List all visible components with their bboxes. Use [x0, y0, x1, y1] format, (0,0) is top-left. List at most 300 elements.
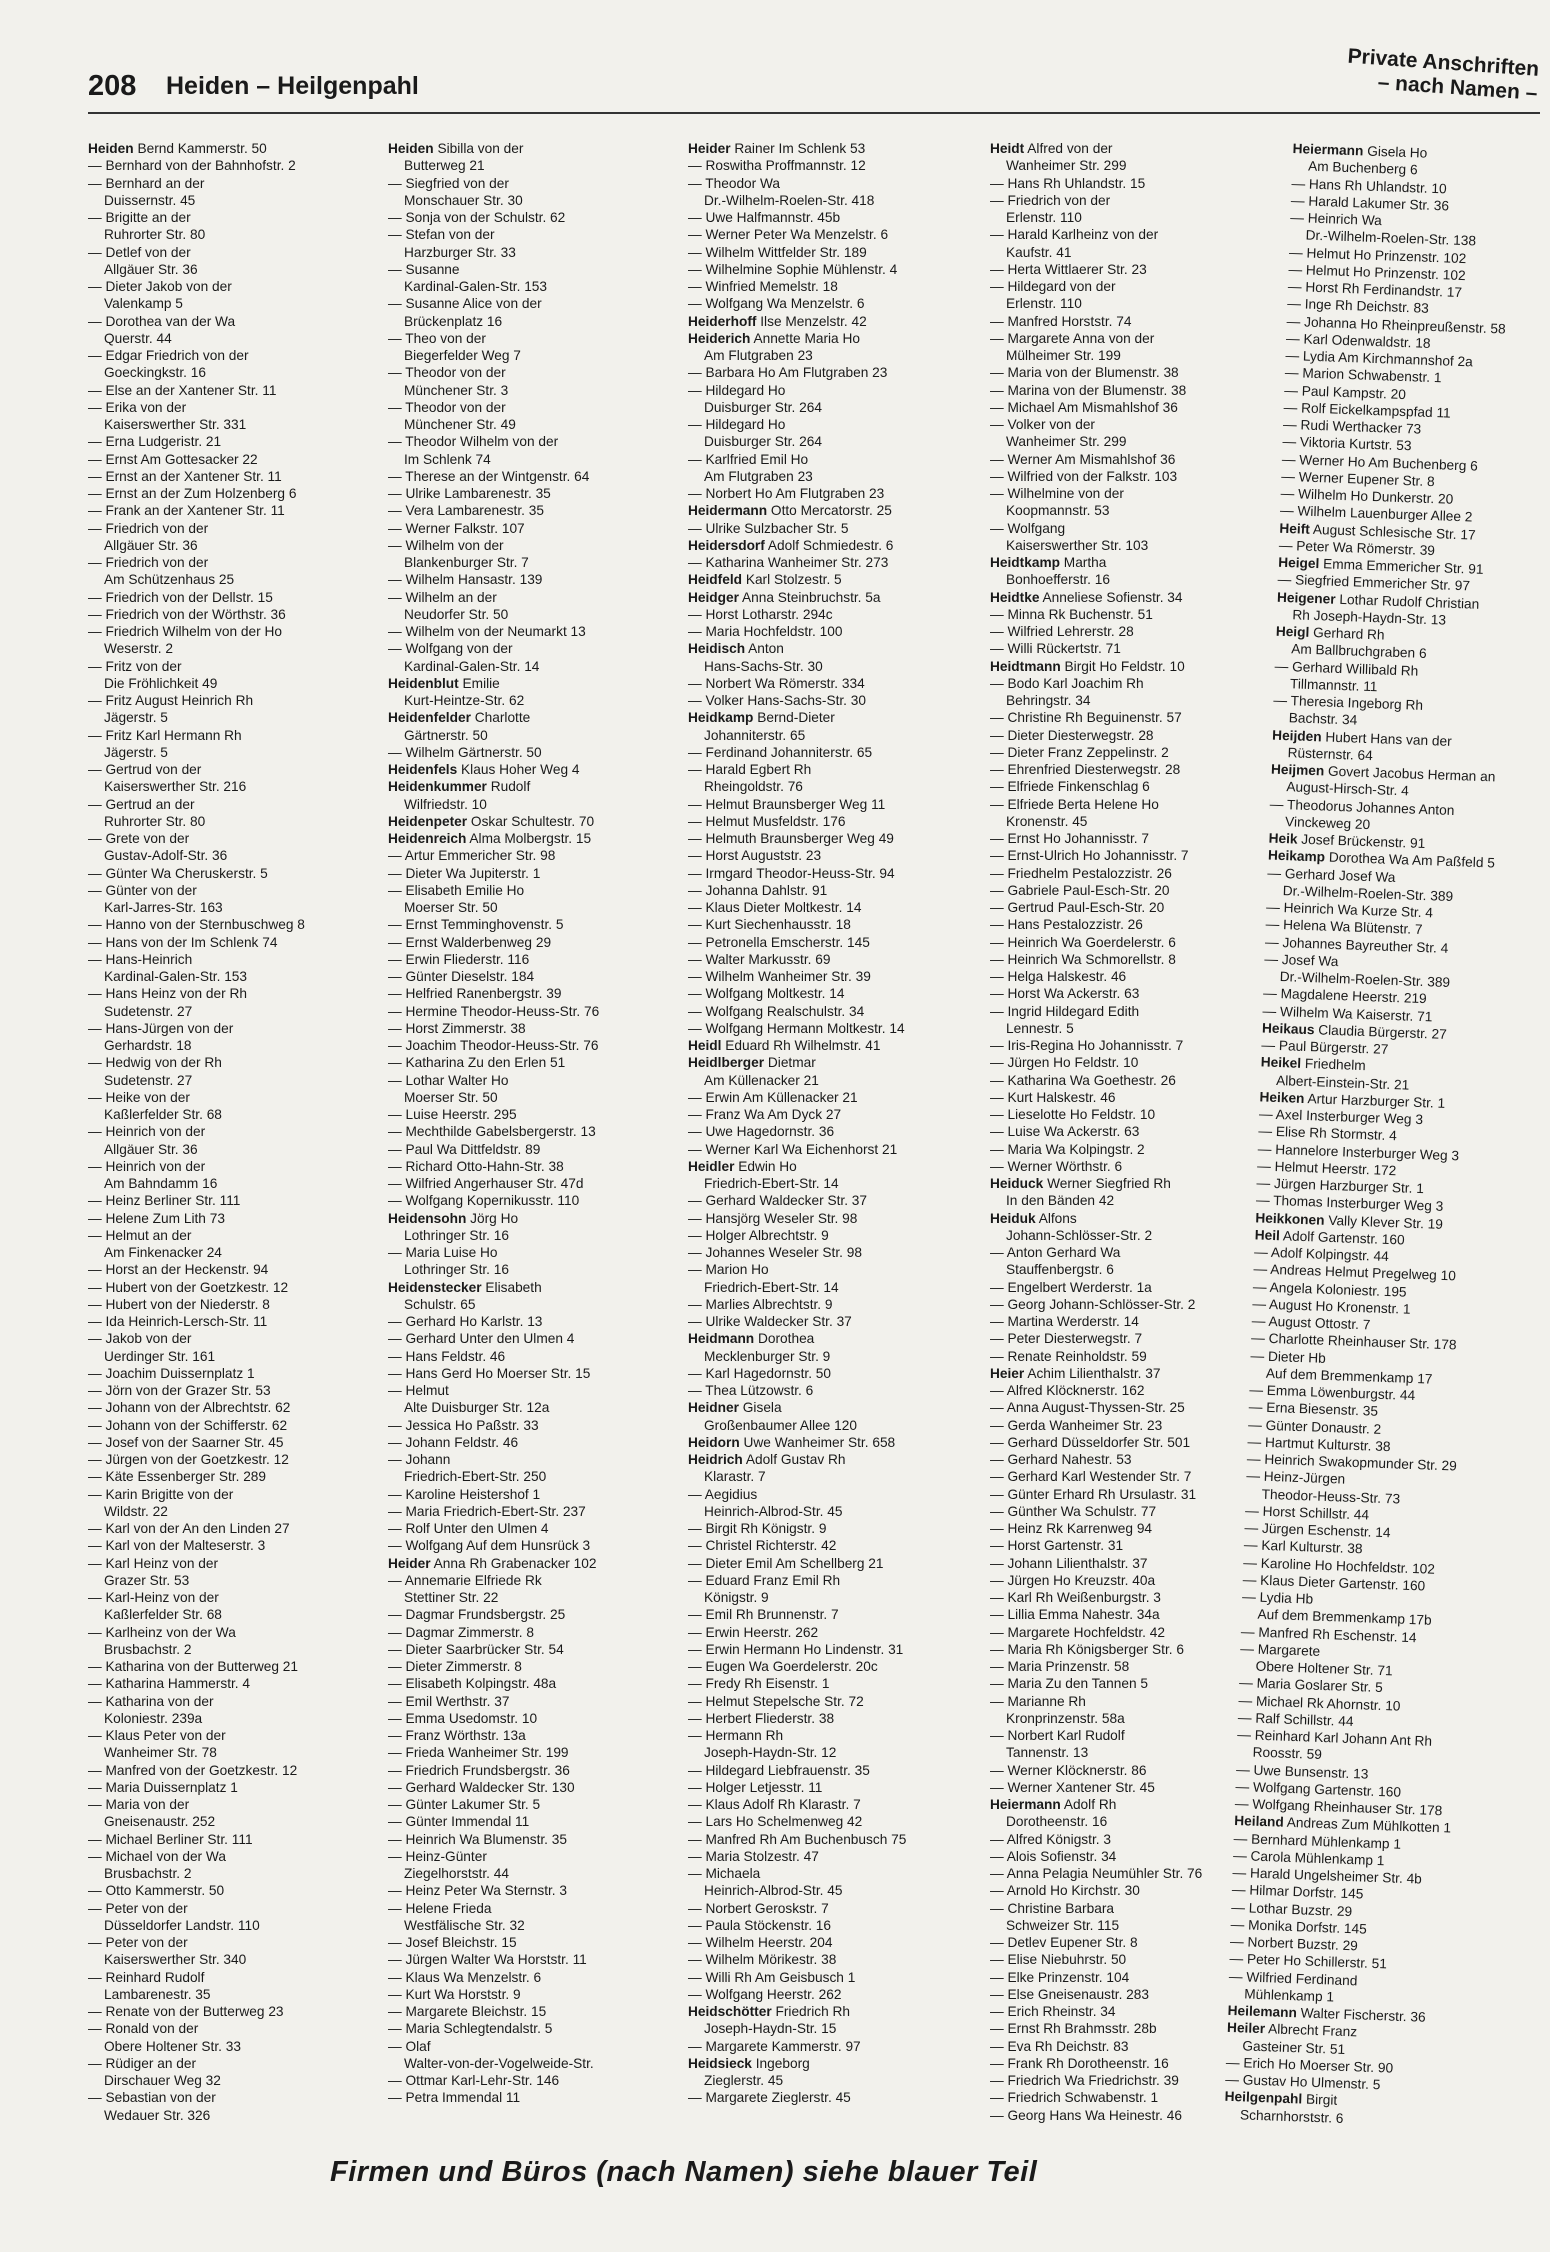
- entry-surname: Heijmen: [1270, 761, 1325, 779]
- entry-text: — Friedrich von der: [990, 192, 1111, 208]
- directory-entry: [88, 399, 380, 434]
- entry-text: — Hildegard Ho: [688, 417, 786, 432]
- entry-text: — Peter Ho Schillerstr. 51: [1229, 1951, 1388, 1972]
- entry-address-continuation: Dr.-Wilhelm-Roelen-Str. 389: [1279, 969, 1451, 990]
- entry-address-continuation: Wilfriedstr. 10: [404, 796, 487, 812]
- entry-text: — Peter Diesterwegstr. 7: [990, 1331, 1143, 1347]
- entry-text: — Luise Wa Ackerstr. 63: [990, 1124, 1140, 1140]
- entry-text: — Ingrid Hildegard Edith: [990, 1003, 1140, 1019]
- directory-entry: [88, 433, 380, 450]
- directory-entry: [88, 1762, 380, 1779]
- entry-text: — Paul Wa Dittfeldstr. 89: [388, 1141, 541, 1157]
- entry-text: — Werner Falkstr. 107: [388, 520, 525, 536]
- entry-surname: Heiermann: [990, 1797, 1061, 1812]
- directory-entry: [388, 537, 680, 572]
- entry-surname: Heidsieck: [688, 2055, 752, 2071]
- entry-address-continuation: Kaiserswerther Str. 103: [1006, 537, 1149, 553]
- entry-text: — Emil Werthstr. 37: [388, 1693, 510, 1709]
- entry-text: — Hilmar Dorfstr. 145: [1231, 1882, 1364, 1902]
- entry-surname: Heiduk: [990, 1210, 1036, 1226]
- entry-text: — Jürgen Ho Kreuzstr. 40a: [990, 1572, 1156, 1588]
- entry-text: — Hans-Jürgen von der: [88, 1020, 234, 1036]
- entry-address-continuation: Behringstr. 34: [1006, 693, 1091, 708]
- entry-surname: Heidenreich: [388, 831, 467, 846]
- entry-text: — Heinrich Swakopmunder Str. 29: [1246, 1451, 1458, 1474]
- entry-text: — Wolfgang von der: [388, 641, 513, 657]
- directory-entry: [388, 1106, 680, 1123]
- entry-surname: Heidtkamp: [990, 555, 1060, 570]
- directory-entry: [688, 899, 980, 916]
- entry-text: — Katharina Wa Goethestr. 26: [990, 1072, 1176, 1088]
- directory-entry: [388, 709, 680, 744]
- entry-surname: Heiduck: [990, 1176, 1044, 1191]
- entry-text: — Theodor Wa: [688, 175, 781, 191]
- directory-entry: [990, 1468, 1282, 1485]
- entry-text: — Gerhard Waldecker Str. 37: [688, 1193, 868, 1209]
- directory-entry: [990, 520, 1282, 555]
- entry-text: — Wolfgang Realschulstr. 34: [688, 1003, 865, 1019]
- entry-address-continuation: In den Bänden 42: [1006, 1193, 1115, 1209]
- directory-entry: [388, 761, 680, 778]
- entry-text: — Willi Rückertstr. 71: [990, 641, 1121, 657]
- entry-text: — Michael Rk Ahornstr. 10: [1238, 1692, 1401, 1714]
- entry-address-continuation: Vinckeweg 20: [1284, 813, 1371, 832]
- entry-text: Uwe Wanheimer Str. 658: [743, 1434, 896, 1450]
- entry-text: — Käte Essenberger Str. 289: [88, 1469, 267, 1485]
- directory-entry: [688, 1693, 980, 1710]
- directory-entry: [688, 502, 980, 519]
- directory-entry: [388, 675, 680, 710]
- entry-address-continuation: Dorotheenstr. 16: [1006, 1814, 1108, 1830]
- directory-entry: [688, 1572, 980, 1607]
- entry-text: — Annemarie Elfriede Rk: [388, 1572, 542, 1588]
- directory-entry: [88, 1417, 380, 1434]
- directory-entry: [990, 1520, 1282, 1537]
- entry-address-continuation: Gerhardstr. 18: [104, 1038, 192, 1053]
- entry-text: — Dieter Zimmerstr. 8: [388, 1659, 522, 1674]
- entry-text: — Norbert Karl Rudolf: [990, 1728, 1125, 1743]
- entry-address-continuation: Am Bahndamm 16: [104, 1176, 218, 1191]
- entry-text: — Karin Brigitte von der: [88, 1486, 234, 1502]
- directory-entry: [688, 1555, 980, 1572]
- entry-text: Friedhelm: [1304, 1056, 1366, 1074]
- entry-text: — Olaf: [388, 2038, 431, 2054]
- entry-text: Sibilla von der: [437, 141, 524, 156]
- entry-address-continuation: Jägerstr. 5: [104, 710, 168, 726]
- entry-text: — Karlheinz von der Wa: [88, 1624, 236, 1640]
- entry-address-continuation: Butterweg 21: [404, 158, 485, 174]
- entry-text: — Artur Emmericher Str. 98: [388, 848, 556, 864]
- directory-entry: [990, 709, 1282, 726]
- entry-text: — Siegfried Emmericher Str. 97: [1277, 571, 1471, 594]
- directory-entry: [388, 2038, 680, 2073]
- directory-entry: [88, 934, 380, 951]
- entry-text: — Klaus Wa Menzelstr. 6: [388, 1969, 542, 1985]
- entry-text: — Emma Löwenburgstr. 44: [1249, 1382, 1416, 1404]
- directory-entry: [388, 1175, 680, 1192]
- entry-text: — Jakob von der: [88, 1331, 192, 1347]
- entry-surname: Heigel: [1277, 554, 1320, 572]
- entry-text: — Paul Kampstr. 20: [1284, 382, 1407, 402]
- entry-surname: Heider: [688, 141, 731, 156]
- directory-entry: [1224, 2088, 1475, 2131]
- entry-text: — Sonja von der Schulstr. 62: [388, 210, 566, 225]
- directory-entry: [388, 140, 680, 175]
- entry-text: — Rüdiger an der: [88, 2055, 197, 2071]
- entry-text: — Wilhelm Mörikestr. 38: [688, 1952, 837, 1968]
- entry-text: — Wilhelm Wanheimer Str. 39: [688, 969, 871, 984]
- directory-entry: [688, 485, 980, 502]
- entry-text: Albrecht Franz: [1267, 2021, 1358, 2040]
- entry-surname: Heier: [990, 1365, 1025, 1381]
- entry-address-continuation: Karl-Jarres-Str. 163: [104, 900, 223, 915]
- directory-entry: [990, 968, 1282, 985]
- entry-text: — Hannelore Insterburger Weg 3: [1257, 1140, 1460, 1163]
- directory-entry: [88, 554, 380, 589]
- entry-text: Andreas Zum Mühlkotten 1: [1286, 1815, 1452, 1836]
- directory-entry: [88, 1796, 380, 1831]
- directory-entry: [388, 2089, 680, 2106]
- entry-surname: Heiler: [1226, 2020, 1266, 2037]
- entry-address-continuation: Scharnhorststr. 6: [1239, 2106, 1344, 2126]
- entry-surname: Heidorn: [688, 1434, 740, 1450]
- entry-text: — Susanne Alice von der: [388, 296, 542, 312]
- entry-text: — Hildegard von der: [990, 279, 1116, 294]
- entry-address-continuation: Duisburger Str. 264: [704, 434, 822, 450]
- entry-address-continuation: Joseph-Haydn-Str. 15: [704, 2021, 837, 2037]
- directory-entry: [88, 1831, 380, 1848]
- entry-surname: Heik: [1268, 830, 1298, 847]
- directory-entry: [688, 1244, 980, 1261]
- entry-text: — Birgit Rh Königstr. 9: [688, 1521, 827, 1536]
- entry-text: — Gerhard Waldecker Str. 130: [388, 1779, 575, 1795]
- directory-entry: [990, 1106, 1282, 1123]
- entry-text: — Wilhelmine Sophie Mühlenstr. 4: [688, 261, 898, 277]
- entry-text: — Elisabeth Emilie Ho: [388, 882, 525, 898]
- directory-entry: [388, 1951, 680, 1968]
- entry-text: — Karl von der An den Linden 27: [88, 1521, 290, 1536]
- entry-text: — Wolfgang Wa Menzelstr. 6: [688, 296, 865, 312]
- entry-text: — Werner Ho Am Buchenberg 6: [1281, 451, 1479, 474]
- entry-text: — Lydia Am Kirchmannshof 2a: [1285, 347, 1474, 370]
- entry-text: — Volker von der: [990, 417, 1095, 432]
- entry-text: — Luise Heerstr. 295: [388, 1107, 517, 1122]
- entry-text: Friedrich Rh: [775, 2004, 851, 2019]
- entry-text: — Manfred Rh Am Buchenbusch 75: [688, 1831, 907, 1847]
- directory-entry: [688, 244, 980, 261]
- directory-entry: [990, 1210, 1282, 1245]
- entry-text: — Jürgen Walter Wa Horststr. 11: [388, 1952, 587, 1968]
- entry-text: — Theodor von der: [388, 365, 506, 381]
- directory-entry: [88, 1313, 380, 1330]
- entry-address-continuation: Heinrich-Albrod-Str. 45: [704, 1503, 843, 1519]
- entry-text: — Paula Stöckenstr. 16: [688, 1917, 832, 1933]
- entry-address-continuation: Blankenburger Str. 7: [404, 555, 529, 570]
- directory-entry: [88, 1451, 380, 1468]
- entry-text: — Maria Hochfeldstr. 100: [688, 624, 843, 639]
- entry-text: Josef Brückenstr. 91: [1301, 831, 1426, 852]
- entry-surname: Heidisch: [688, 641, 746, 657]
- entry-text: — Gertrud von der: [88, 762, 202, 777]
- directory-entry: [388, 2020, 680, 2037]
- entry-text: — August Ho Kronenstr. 1: [1252, 1296, 1411, 1317]
- directory-entry: [388, 1020, 680, 1037]
- entry-text: — Klaus Peter von der: [88, 1728, 226, 1743]
- entry-text: — Johann von der Albrechtstr. 62: [88, 1400, 291, 1416]
- entry-text: — Horst Wa Ackerstr. 63: [990, 986, 1140, 1002]
- entry-surname: Heijden: [1271, 727, 1322, 744]
- directory-entry: [990, 399, 1282, 416]
- directory-column-2: [388, 140, 680, 2107]
- entry-text: — Heike von der: [88, 1089, 190, 1105]
- directory-entry: [88, 1468, 380, 1485]
- directory-entry: [990, 416, 1282, 451]
- entry-text: — Wilhelm Lauenburger Allee 2: [1279, 503, 1473, 525]
- entry-text: — Marianne Rh: [990, 1693, 1086, 1709]
- entry-text: — Wolfgang Kopernikusstr. 110: [388, 1193, 580, 1209]
- entry-text: — Frank an der Xantener Str. 11: [88, 503, 285, 519]
- entry-text: — Maria Duissernplatz 1: [88, 1779, 238, 1795]
- directory-entry: [388, 1727, 680, 1744]
- entry-text: — Gerhard Willibald Rh: [1274, 658, 1419, 679]
- entry-address-continuation: Am Ballbruchgraben 6: [1290, 641, 1427, 662]
- entry-text: — Karl Hagedornstr. 50: [688, 1365, 832, 1381]
- entry-address-continuation: Uerdinger Str. 161: [104, 1348, 216, 1364]
- entry-address-continuation: Allgäuer Str. 36: [104, 261, 198, 277]
- directory-entry: [688, 1986, 980, 2003]
- entry-text: — Hans Feldstr. 46: [388, 1348, 506, 1364]
- entry-address-continuation: Kaiserswerther Str. 216: [104, 779, 247, 795]
- directory-entry: [388, 520, 680, 537]
- entry-text: — Barbara Ho Am Flutgraben 23: [688, 365, 888, 381]
- entry-surname: Heiderich: [688, 330, 751, 346]
- entry-address-continuation: Mecklenburger Str. 9: [704, 1348, 831, 1364]
- directory-entry: [388, 295, 680, 330]
- directory-entry: [688, 1779, 980, 1796]
- directory-entry: [388, 1003, 680, 1020]
- page-number: 208: [88, 70, 137, 102]
- directory-entry: [388, 1675, 680, 1692]
- entry-text: — Dagmar Zimmerstr. 8: [388, 1624, 535, 1640]
- entry-text: — Minna Rk Buchenstr. 51: [990, 606, 1153, 622]
- directory-entry: [388, 1382, 680, 1417]
- directory-entry: [88, 1555, 380, 1590]
- directory-entry: [88, 1261, 380, 1278]
- directory-entry: [688, 2038, 980, 2055]
- entry-address-continuation: Jägerstr. 5: [104, 744, 168, 760]
- entry-text: — Christine Barbara: [990, 1900, 1114, 1916]
- entry-text: — Wilhelm von der: [388, 537, 504, 553]
- entry-text: — Harald Egbert Rh: [688, 762, 812, 777]
- entry-address-continuation: Schweizer Str. 115: [1006, 1917, 1120, 1933]
- entry-surname: Heidermann: [688, 503, 768, 519]
- entry-text: — Lydia Hb: [1241, 1589, 1314, 1607]
- entry-text: — Else an der Xantener Str. 11: [88, 382, 277, 398]
- entry-text: — Gertrud Paul-Esch-Str. 20: [990, 900, 1165, 915]
- entry-surname: Heidfeld: [688, 572, 742, 588]
- entry-address-continuation: Kaßlerfelder Str. 68: [104, 1607, 222, 1623]
- entry-address-continuation: Goeckingkstr. 16: [104, 365, 206, 381]
- entry-text: — Adolf Kolpingstr. 44: [1253, 1244, 1390, 1265]
- entry-text: — Holger Letjesstr. 11: [688, 1779, 823, 1795]
- entry-address-continuation: Albert-Einstein-Str. 21: [1275, 1072, 1410, 1093]
- entry-text: — Helmut Ho Prinzenstr. 102: [1288, 244, 1467, 266]
- entry-text: — Fritz August Heinrich Rh: [88, 693, 254, 708]
- directory-column-3: [688, 140, 980, 2107]
- entry-surname: Heiken: [1259, 1089, 1305, 1106]
- entry-text: Anna Steinbruchstr. 5a: [742, 589, 881, 605]
- entry-text: — Thomas Insterburger Weg 3: [1255, 1192, 1444, 1215]
- entry-text: — Alfred Königstr. 3: [990, 1831, 1111, 1847]
- entry-text: — Wilhelm von der Neumarkt 13: [388, 624, 586, 639]
- directory-entry: [688, 554, 980, 571]
- entry-text: — Horst Rh Ferdinandstr. 17: [1287, 278, 1463, 300]
- entry-text: — Günter Wa Cheruskerstr. 5: [88, 865, 268, 881]
- entry-text: — Hanno von der Sternbuschweg 8: [88, 917, 305, 933]
- entry-address-continuation: Koopmannstr. 53: [1006, 503, 1110, 519]
- entry-address-continuation: Brückenplatz 16: [404, 313, 503, 329]
- directory-entry: [88, 157, 380, 174]
- entry-text: — Ida Heinrich-Lersch-Str. 11: [88, 1314, 268, 1329]
- entry-surname: Heidschötter: [688, 2004, 772, 2019]
- entry-text: Klaus Hoher Weg 4: [461, 762, 580, 777]
- directory-entry: [88, 1227, 380, 1262]
- directory-entry: [990, 761, 1282, 778]
- entry-text: — Norbert Ho Am Flutgraben 23: [688, 486, 885, 501]
- directory-entry: [688, 847, 980, 864]
- directory-entry: [688, 1831, 980, 1848]
- directory-entry: [88, 1779, 380, 1796]
- directory-entry: [688, 1330, 980, 1365]
- directory-entry: [990, 1054, 1282, 1071]
- entry-text: — Ehrenfried Diesterwegstr. 28: [990, 762, 1181, 777]
- entry-text: — Michael Am Mismahlshof 36: [990, 399, 1178, 415]
- directory-entry: [88, 865, 380, 882]
- entry-text: — Dieter Jakob von der: [88, 279, 232, 294]
- entry-text: Gerhard Rh: [1312, 625, 1385, 643]
- entry-text: Dietmar: [767, 1055, 816, 1071]
- directory-entry: [688, 1089, 980, 1106]
- entry-text: — Josef von der Saarner Str. 45: [88, 1434, 284, 1450]
- entry-text: — Dieter Emil Am Schellberg 21: [688, 1555, 884, 1571]
- directory-entry: [388, 433, 680, 468]
- entry-text: — Hans Rh Uhlandstr. 10: [1291, 175, 1447, 196]
- entry-text: — Erwin Heerstr. 262: [688, 1624, 819, 1640]
- entry-text: — Kurt Siechenhausstr. 18: [688, 917, 851, 933]
- directory-entry: [388, 226, 680, 261]
- entry-text: — Emil Rh Brunnenstr. 7: [688, 1607, 839, 1623]
- directory-entry: [88, 1537, 380, 1554]
- directory-entry: [388, 1848, 680, 1883]
- directory-entry: [990, 313, 1282, 330]
- directory-entry: [990, 1382, 1282, 1399]
- directory-entry: [688, 1399, 980, 1434]
- entry-address-continuation: Querstr. 44: [104, 330, 172, 346]
- entry-text: Birgit Ho Feldstr. 10: [1064, 658, 1185, 674]
- entry-text: — Harald Lakumer Str. 36: [1290, 192, 1450, 214]
- directory-entry: [88, 2020, 380, 2055]
- directory-entry: [388, 175, 680, 210]
- directory-entry: [990, 640, 1282, 657]
- entry-surname: Heidtmann: [990, 658, 1061, 674]
- directory-entry: [990, 796, 1282, 831]
- entry-text: — Horst Auguststr. 23: [688, 848, 822, 864]
- entry-text: — Iris-Regina Ho Johannisstr. 7: [990, 1038, 1184, 1053]
- directory-entry: [990, 330, 1282, 365]
- entry-address-continuation: Auf dem Bremmenkamp 17b: [1257, 1606, 1432, 1628]
- directory-entry: [688, 813, 980, 830]
- entry-address-continuation: Erlenstr. 110: [1006, 296, 1082, 312]
- entry-address-continuation: Brusbachstr. 2: [104, 1641, 192, 1657]
- entry-text: — Hans Rh Uhlandstr. 15: [990, 175, 1146, 191]
- entry-surname: Heidlberger: [688, 1055, 765, 1071]
- entry-text: — Ulrike Sulzbacher Str. 5: [688, 520, 849, 536]
- entry-text: — Dagmar Frundsbergstr. 25: [388, 1607, 566, 1623]
- directory-entry: [688, 1520, 980, 1537]
- entry-text: — Michael Berliner Str. 111: [88, 1831, 253, 1847]
- entry-text: — Maria von der Blumenstr. 38: [990, 365, 1179, 381]
- directory-entry: [990, 847, 1282, 864]
- directory-entry: [388, 1762, 680, 1779]
- directory-entry: [688, 1624, 980, 1641]
- entry-text: Adolf Gartenstr. 160: [1282, 1228, 1405, 1248]
- entry-text: Emma Emmericher Str. 91: [1322, 556, 1484, 577]
- directory-entry: [388, 1641, 680, 1658]
- entry-surname: Heigl: [1275, 623, 1310, 640]
- entry-text: — Josef Wa: [1264, 951, 1339, 969]
- directory-entry: [688, 830, 980, 847]
- entry-text: — Wolfgang Hermann Moltkestr. 14: [688, 1020, 905, 1036]
- directory-entry: [688, 623, 980, 640]
- entry-text: Emilie: [462, 675, 500, 691]
- entry-address-continuation: Bonhoefferstr. 16: [1006, 572, 1110, 588]
- entry-text: — Helmut Musfeldstr. 176: [688, 813, 846, 829]
- entry-surname: Heift: [1279, 520, 1311, 537]
- directory-entry: [990, 1175, 1282, 1210]
- directory-entry: [388, 485, 680, 502]
- entry-text: August Schlesische Str. 17: [1312, 521, 1476, 543]
- entry-text: — Helmut Braunsberger Weg 11: [688, 796, 886, 812]
- directory-column-1: [88, 140, 380, 2124]
- entry-surname: Heidger: [688, 589, 739, 605]
- entry-text: — Heinz-Günter: [388, 1848, 487, 1864]
- entry-text: — Friedrich von der: [88, 555, 209, 570]
- directory-entry: [688, 1486, 980, 1521]
- entry-text: — Margarete Kammerstr. 97: [688, 2038, 861, 2054]
- entry-text: — Wolfgang Heerstr. 262: [688, 1986, 842, 2002]
- entry-text: — Lars Ho Schelmenweg 42: [688, 1814, 863, 1830]
- entry-text: — Karoline Ho Hochfeldstr. 102: [1243, 1554, 1436, 1577]
- entry-text: — Günter Dieselstr. 184: [388, 969, 535, 984]
- entry-text: — Ernst Temminghovenstr. 5: [388, 917, 564, 933]
- directory-entry: [388, 1072, 680, 1107]
- entry-text: Annette Maria Ho: [753, 330, 860, 346]
- directory-entry: [688, 1658, 980, 1675]
- directory-entry: [688, 934, 980, 951]
- entry-text: — Hans Heinz von der Rh: [88, 986, 247, 1002]
- entry-text: — Ernst Walderbenweg 29: [388, 934, 552, 950]
- entry-text: — Erna Biesenstr. 35: [1248, 1399, 1379, 1419]
- entry-surname: Heiland: [1234, 1813, 1284, 1830]
- entry-text: — Michaela: [688, 1866, 761, 1881]
- directory-entry: [388, 1624, 680, 1641]
- entry-text: — Ernst Ho Johannisstr. 7: [990, 831, 1149, 846]
- entry-surname: Heidl: [688, 1038, 722, 1053]
- directory-entry: [388, 399, 680, 434]
- directory-entry: [388, 1744, 680, 1761]
- directory-entry: [688, 209, 980, 226]
- entry-address-continuation: Brusbachstr. 2: [104, 1866, 192, 1881]
